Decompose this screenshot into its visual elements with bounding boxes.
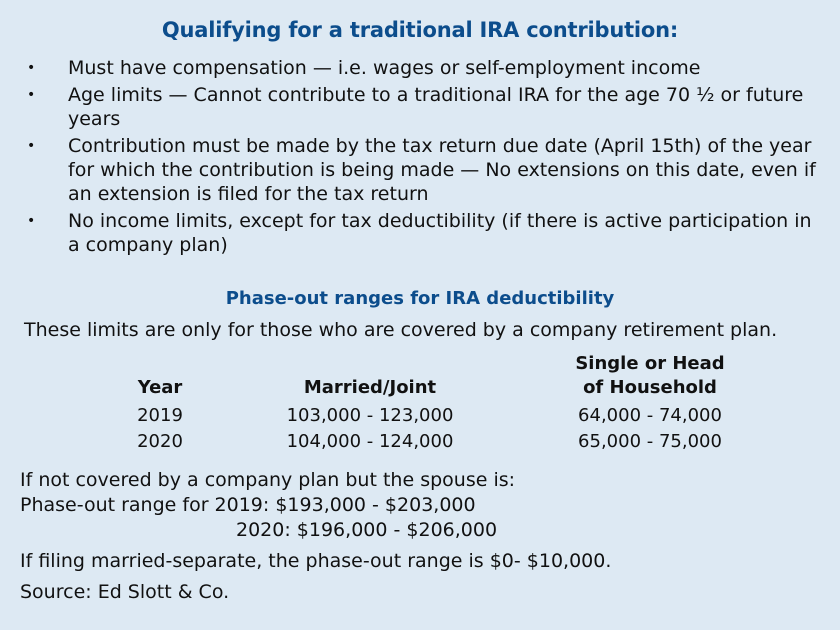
table-cell-married: 104,000 - 124,000 [286,431,454,452]
table-cell-year: 2020 [137,431,183,452]
column-header-married: Married/Joint [303,377,437,398]
range-2020: 2020: $196,000 - $206,000 [236,519,498,541]
table-cell-single: 64,000 - 74,000 [578,405,722,426]
table-cell-year: 2019 [137,405,183,426]
qualification-list [0,56,840,260]
notes-block [20,468,611,605]
list-item [0,209,840,257]
bullet-icon: • [27,138,36,154]
table-cell-single: 65,000 - 75,000 [578,431,722,452]
table-cell-married: 103,000 - 123,000 [286,405,454,426]
list-item-text: Age limits — Cannot contribute to a traditional IRA for the age 70 ½ or future years [68,84,804,130]
source-credit: Source: Ed Slott & Co. [20,581,230,603]
bullet-icon: • [27,213,36,229]
section-intro: These limits are only for those who are covered by a company retirement plan. [24,319,778,341]
bullet-icon: • [27,87,36,103]
list-item [0,134,840,206]
spouse-note: If not covered by a company plan but the spouse is: [20,469,516,491]
column-header-single-line1: Single or Head [575,353,725,374]
list-item-text: No income limits, except for tax deductibility (if there is active participation in a company plan) [68,210,812,256]
list-item [0,83,840,131]
list-item-text: Contribution must be made by the tax return due date (April 15th) of the year for which the contribution is being made — No extensions on this date, even if an extension is filed for the tax return [68,135,816,205]
section-heading: Phase-out ranges for IRA deductibility [225,288,615,309]
range-2019: Phase-out range for 2019: $193,000 - $203,000 [20,494,476,516]
married-separate-note: If filing married-separate, the phase-out range is $0- $10,000. [20,550,612,572]
page-title: Qualifying for a traditional IRA contribution: [161,18,679,42]
column-header-single-line2: of Household [583,377,717,398]
column-header-year: Year [137,377,183,398]
list-item-text: Must have compensation — i.e. wages or self-employment income [68,57,701,79]
list-item [0,56,840,80]
bullet-icon: • [27,60,36,76]
phaseout-table [0,352,840,460]
